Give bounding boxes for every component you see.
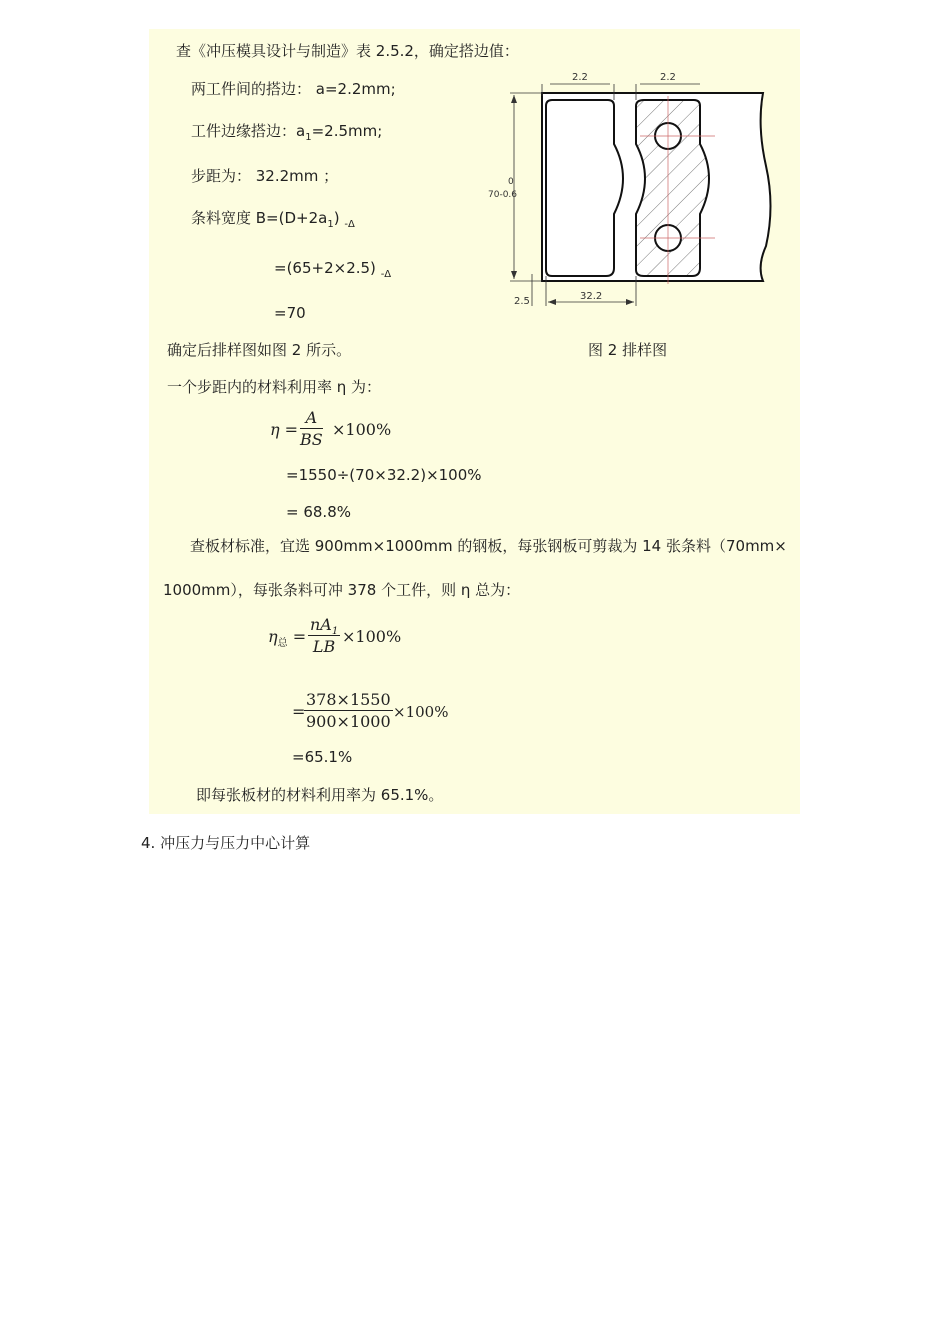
eq2-step-fraction: $\frac{378\times 1550}{900\times 1000}$	[306, 690, 391, 731]
utilization-intro: 一个步距内的材料利用率 η 为：	[167, 378, 382, 396]
eq1-tail: ×100%	[332, 420, 392, 439]
dim-top-left: 2.2	[572, 72, 588, 83]
intro-text: 查《冲压模具设计与制造》表 2.5.2，确定搭边值：	[176, 42, 519, 60]
eq1-fraction: $\frac{A}{BS}$	[300, 408, 323, 449]
step-text: 步距为： 32.2mm ；	[191, 167, 339, 185]
dim-top-right: 2.2	[660, 72, 676, 83]
layout-drawing	[480, 66, 780, 316]
section-heading: 4. 冲压力与压力中心计算	[141, 834, 311, 852]
eq2-fraction: $\frac{nA_1}{LB}$	[310, 615, 339, 656]
eq2-lhs: $\eta_总$ =	[268, 627, 307, 649]
edge-gap: 工件边缘搭边：$a_1=2.5mm$;	[191, 122, 383, 143]
eq2-tail: ×100%	[342, 627, 402, 646]
eq2-step-tail: ×100%	[393, 703, 449, 721]
previous-part	[546, 100, 623, 276]
eq1-step1: =1550÷(70×32.2)×100%	[286, 466, 482, 484]
layout-note: 确定后排样图如图 2 所示。	[167, 341, 352, 359]
dim-height-upper: 0	[508, 177, 514, 187]
strip-width-calc: =(65+2×2.5) $_{-\Delta}$	[274, 259, 392, 280]
eq1-lhs: η =	[270, 420, 299, 439]
conclusion: 即每张板材的材料利用率为 65.1%。	[196, 786, 444, 804]
figure-caption: 图 2 排样图	[588, 341, 668, 359]
dim-step: 32.2	[580, 291, 603, 302]
eq1-step2: = 68.8%	[286, 503, 351, 521]
gap-between-parts: 两工件间的搭边： a=2.2mm;	[191, 80, 396, 98]
dim-height-lower: 70-0.6	[488, 190, 518, 200]
eq2-step-eq: =	[292, 702, 306, 721]
strip-width-result: =70	[274, 304, 306, 322]
eq2-result: =65.1%	[292, 748, 353, 766]
plate-text-line2: 1000mm），每张条料可冲 378 个工件，则 η 总为：	[163, 581, 521, 599]
strip-width-formula: 条料宽度 $B=(D+2a_1)$ $_{-\Delta}$	[191, 209, 355, 230]
dim-edge: 2.5	[514, 296, 530, 307]
plate-text-line1: 查板材标准，宜选 900mm×1000mm 的钢板，每张钢板可剪裁为 14 张条料（70mm×	[190, 537, 787, 555]
